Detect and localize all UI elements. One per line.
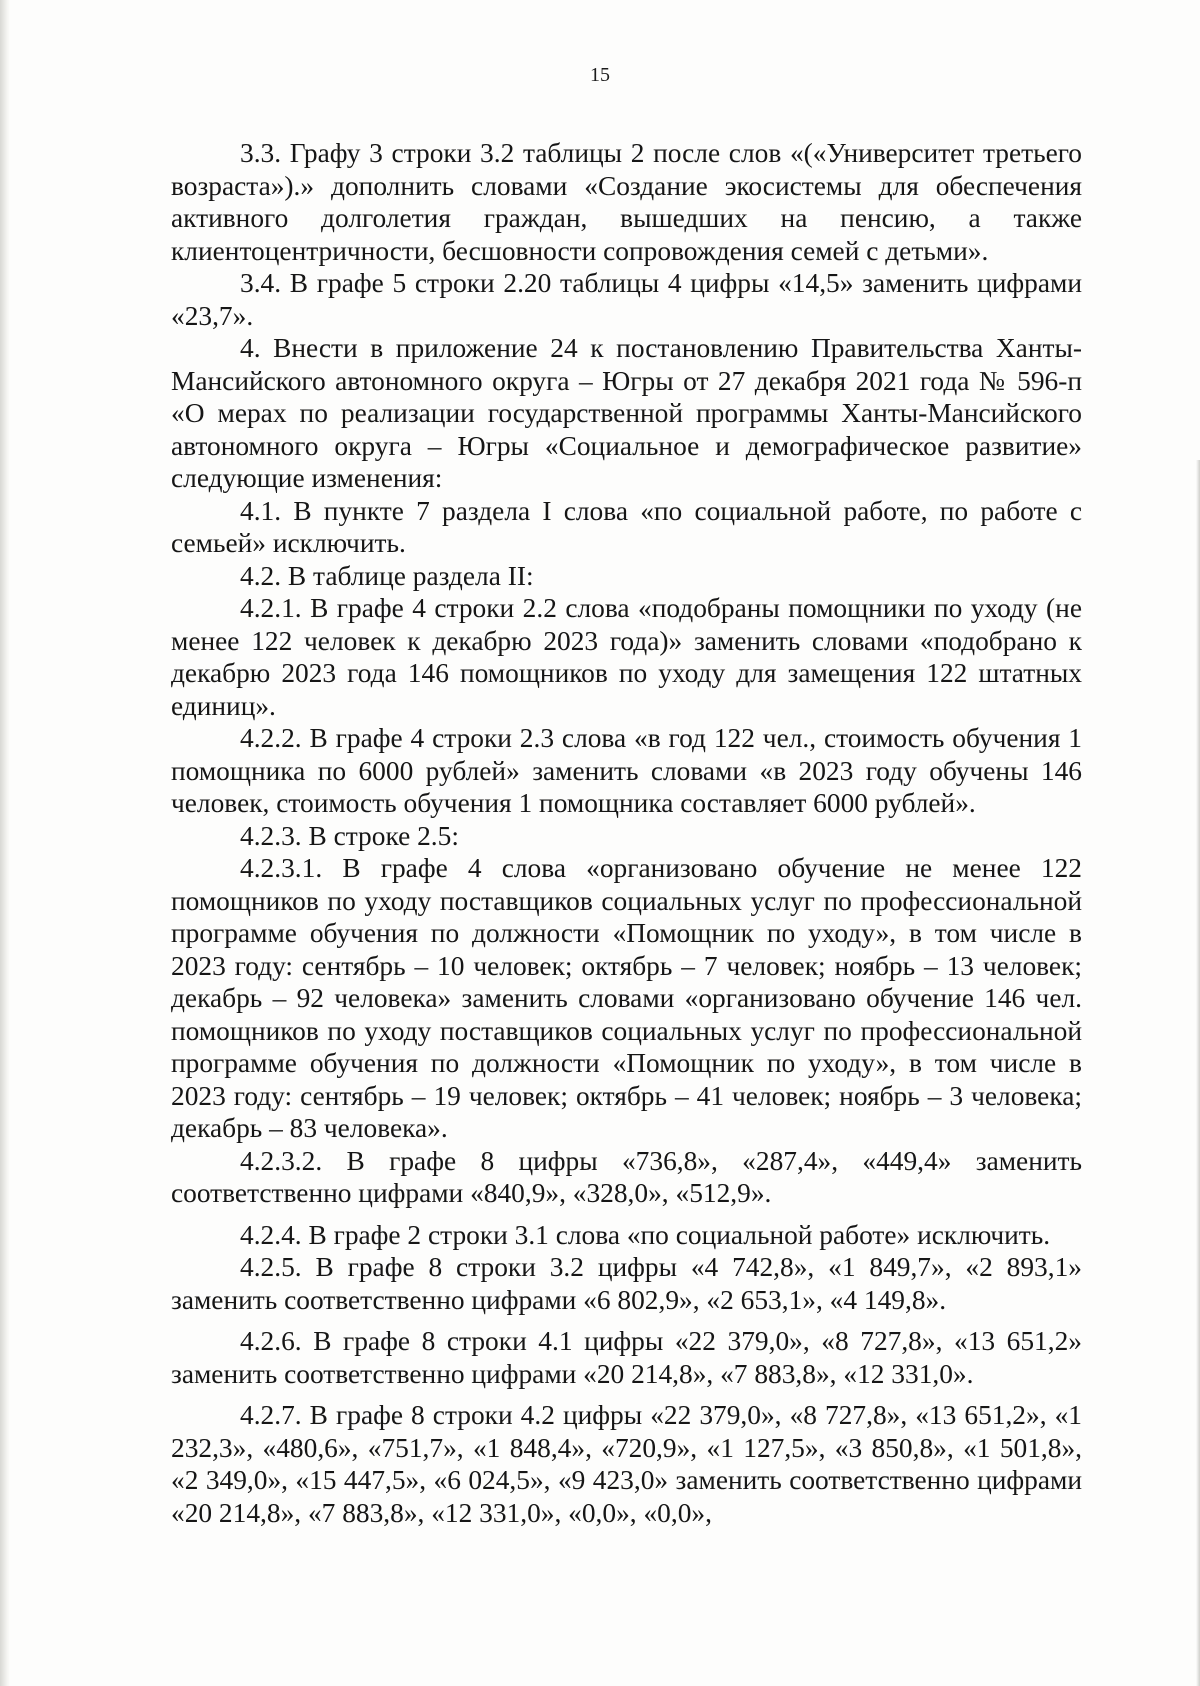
- paragraph-4-2-3: 4.2.3. В строке 2.5:: [240, 820, 459, 851]
- page-number: 15: [590, 64, 610, 86]
- paragraph-4-2-1: 4.2.1. В графе 4 строки 2.2 слова «подобраны помощники по уходу (не менее 122 человек к декабрю 2023 года)» заменить словами «подобрано к декабрю 2023 года 146 помощников по уходу для замещения 122 штатных единиц».: [171, 593, 1082, 721]
- paragraph-4-2-3-1: 4.2.3.1. В графе 4 слова «организовано обучение не менее 122 помощников по уходу поставщиков социальных услуг по профессиональной программе обучения по должности «Помощник по уходу», в том числе в 2023 году: сентябрь – 10 человек; октябрь – 7 человек; ноябрь – 13 человек; декабрь – 92 человека» заменить словами «организовано обучение 146 чел. помощников по уходу поставщиков социальных услуг по профессиональной программе обучения по должности «Помощник по уходу», в том числе в 2023 году: сентябрь – 19 человек; октябрь – 41 человек; ноябрь – 3 человека; декабрь – 83 человека».: [171, 853, 1082, 1143]
- paragraph-4-2-4: 4.2.4. В графе 2 строки 3.1 слова «по социальной работе» исключить.: [240, 1219, 1051, 1250]
- paragraph-4-1: 4.1. В пункте 7 раздела I слова «по социальной работе, по работе с семьей» исключить.: [171, 495, 1082, 558]
- paragraph-4-2-2: 4.2.2. В графе 4 строки 2.3 слова «в год 122 чел., стоимость обучения 1 помощника по 6000 рублей» заменить словами «в 2023 году обучены 146 человек, стоимость обучения 1 помощника составляет 6000 рублей».: [171, 723, 1082, 818]
- document-body: [171, 137, 1082, 1529]
- paragraph-4-2: 4.2. В таблице раздела II:: [240, 560, 534, 591]
- scan-edge-right: [1196, 460, 1200, 1686]
- paragraph-4-2-7: 4.2.7. В графе 8 строки 4.2 цифры «22 379,0», «8 727,8», «13 651,2», «1 232,3», «480,6», «751,7», «1 848,4», «720,9», «1 127,5», «3 850,8», «1 501,8», «2 349,0», «15 447,5», «6 024,5», «9 423,0» заменить соответственно цифрами «20 214,8», «7 883,8», «12 331,0», «0,0», «0,0»,: [171, 1400, 1082, 1528]
- paragraph-4: 4. Внести в приложение 24 к постановлению Правительства Ханты-Мансийского автономного округа – Югры от 27 декабря 2021 года № 596-п «О мерах по реализации государственной программы Ханты-Мансийского автономного округа – Югры «Социальное и демографическое развитие» следующие изменения:: [171, 333, 1082, 493]
- paragraph-4-2-3-2: 4.2.3.2. В графе 8 цифры «736,8», «287,4», «449,4» заменить соответственно цифрами «840,9», «328,0», «512,9».: [171, 1145, 1082, 1208]
- paragraph-4-2-6: 4.2.6. В графе 8 строки 4.1 цифры «22 379,0», «8 727,8», «13 651,2» заменить соответственно цифрами «20 214,8», «7 883,8», «12 331,0».: [171, 1326, 1082, 1389]
- paragraph-4-2-5: 4.2.5. В графе 8 строки 3.2 цифры «4 742,8», «1 849,7», «2 893,1» заменить соответственно цифрами «6 802,9», «2 653,1», «4 149,8».: [171, 1252, 1082, 1315]
- paragraph-3-3: 3.3. Графу 3 строки 3.2 таблицы 2 после слов «(«Университет третьего возраста»).» дополнить словами «Создание экосистемы для обеспечения активного долголетия граждан, вышедших на пенсию, а также клиентоцентричности, бесшовности сопровождения семей с детьми».: [171, 138, 1082, 266]
- paragraph-3-4: 3.4. В графе 5 строки 2.20 таблицы 4 цифры «14,5» заменить цифрами «23,7».: [171, 268, 1082, 331]
- scan-edge-left: [0, 0, 10, 1686]
